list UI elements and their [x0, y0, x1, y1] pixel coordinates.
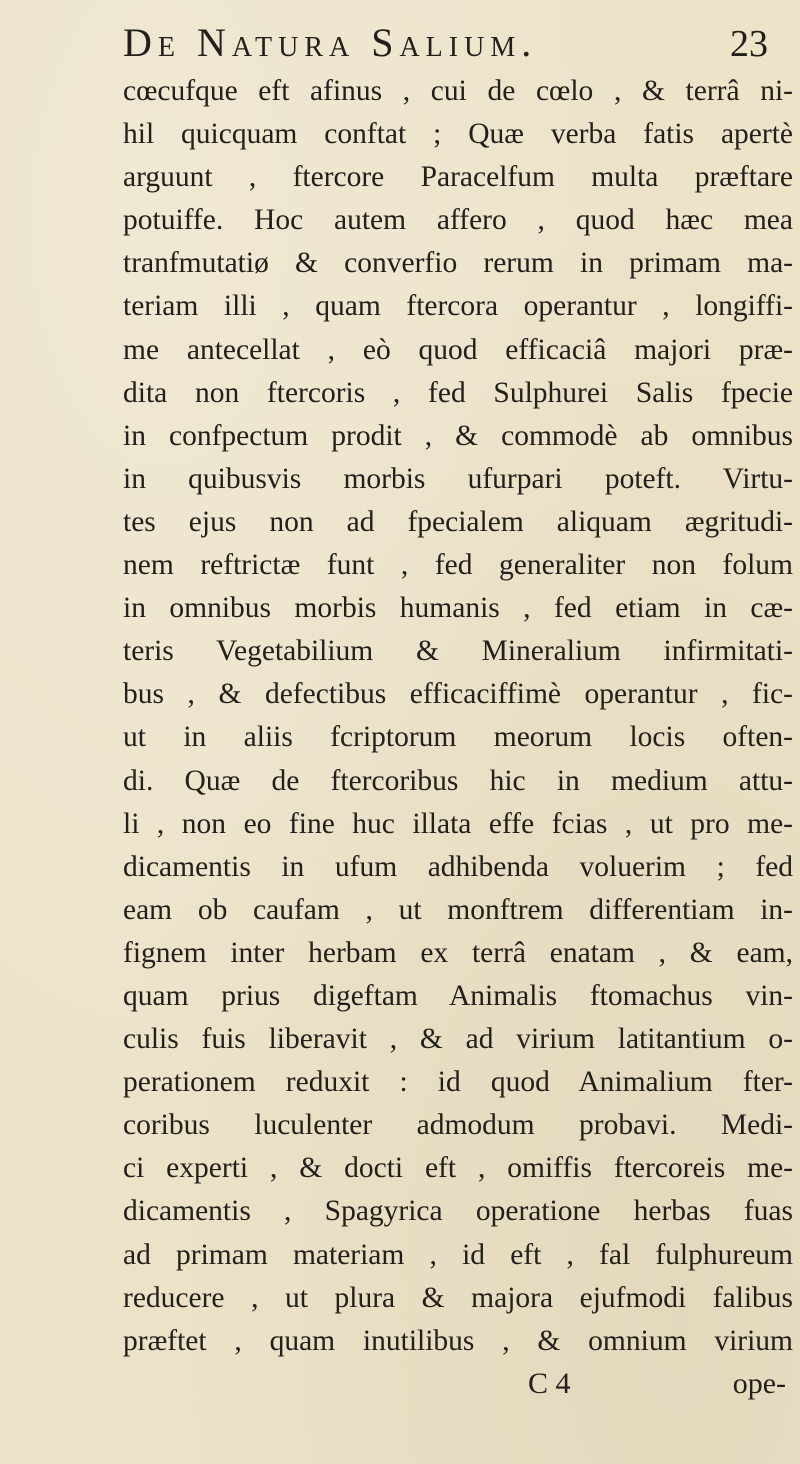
text-line: ut in aliis fcriptorum meorum locis often-: [123, 721, 793, 754]
text-line: in quibusvis morbis ufurpari poteft. Virtu-: [123, 462, 793, 495]
text-line: bus , & defectibus efficaciffimè operantur , fic-: [123, 678, 793, 711]
text-line: potuiffe. Hoc autem affero , quod hæc mea: [123, 204, 793, 237]
catchword: ope-: [732, 1367, 786, 1400]
running-head-title: De Natura Salium.: [123, 20, 538, 65]
body-text: [123, 70, 793, 1363]
text-line: arguunt , ftercore Paracelfum multa præftare: [123, 161, 793, 194]
text-line: in omnibus morbis humanis , fed etiam in cæ-: [123, 592, 793, 625]
signature-mark: C 4: [528, 1367, 571, 1400]
text-line: tranfmutatiø & converfio rerum in primam ma-: [123, 247, 793, 280]
text-line: cœcufque eft afinus , cui de cœlo , & terrâ ni-: [123, 75, 793, 107]
text-line: nem reftrictæ funt , fed generaliter non folum: [123, 549, 793, 582]
text-line: coribus luculenter admodum probavi. Medi-: [123, 1109, 793, 1142]
text-line: ad primam materiam , id eft , fal fulphureum: [123, 1238, 793, 1271]
page-number: 23: [730, 23, 768, 65]
text-line: hil quicquam conftat ; Quæ verba fatis apertè: [123, 118, 793, 151]
page-footer: [123, 1362, 788, 1406]
text-line: dita non ftercoris , fed Sulphurei Salis fpecie: [123, 376, 793, 409]
text-line: quam prius digeftam Animalis ftomachus vin-: [123, 979, 793, 1012]
text-line: teris Vegetabilium & Mineralium infirmitati-: [123, 635, 793, 668]
text-line: tes ejus non ad fpecialem aliquam ægritudi-: [123, 505, 793, 538]
text-line: dicamentis , Spagyrica operatione herbas fuas: [123, 1195, 793, 1228]
text-line: teriam illi , quam ftercora operantur , longiffi-: [123, 290, 793, 323]
text-line: me antecellat , eò quod efficaciâ majori præ-: [123, 333, 793, 366]
text-line: li , non eo fine huc illata effe fcias , ut pro me-: [123, 807, 793, 840]
text-line: dicamentis in ufum adhibenda voluerim ; fed: [123, 850, 793, 883]
text-line: ci experti , & docti eft , omiffis ftercoreis me-: [123, 1152, 793, 1185]
text-line: in confpectum prodit , & commodè ab omnibus: [123, 419, 793, 452]
text-line: di. Quæ de ftercoribus hic in medium attu-: [123, 764, 793, 797]
running-head: [123, 14, 768, 72]
text-line: perationem reduxit : id quod Animalium fter-: [123, 1066, 793, 1099]
text-line: præftet , quam inutilibus , & omnium virium: [123, 1324, 793, 1357]
text-line: reducere , ut plura & majora ejufmodi falibus: [123, 1281, 793, 1314]
text-line: eam ob caufam , ut monftrem differentiam in-: [123, 893, 793, 926]
text-line: fignem inter herbam ex terrâ enatam , & eam,: [123, 936, 793, 969]
text-line: culis fuis liberavit , & ad virium latitantium o-: [123, 1023, 793, 1056]
